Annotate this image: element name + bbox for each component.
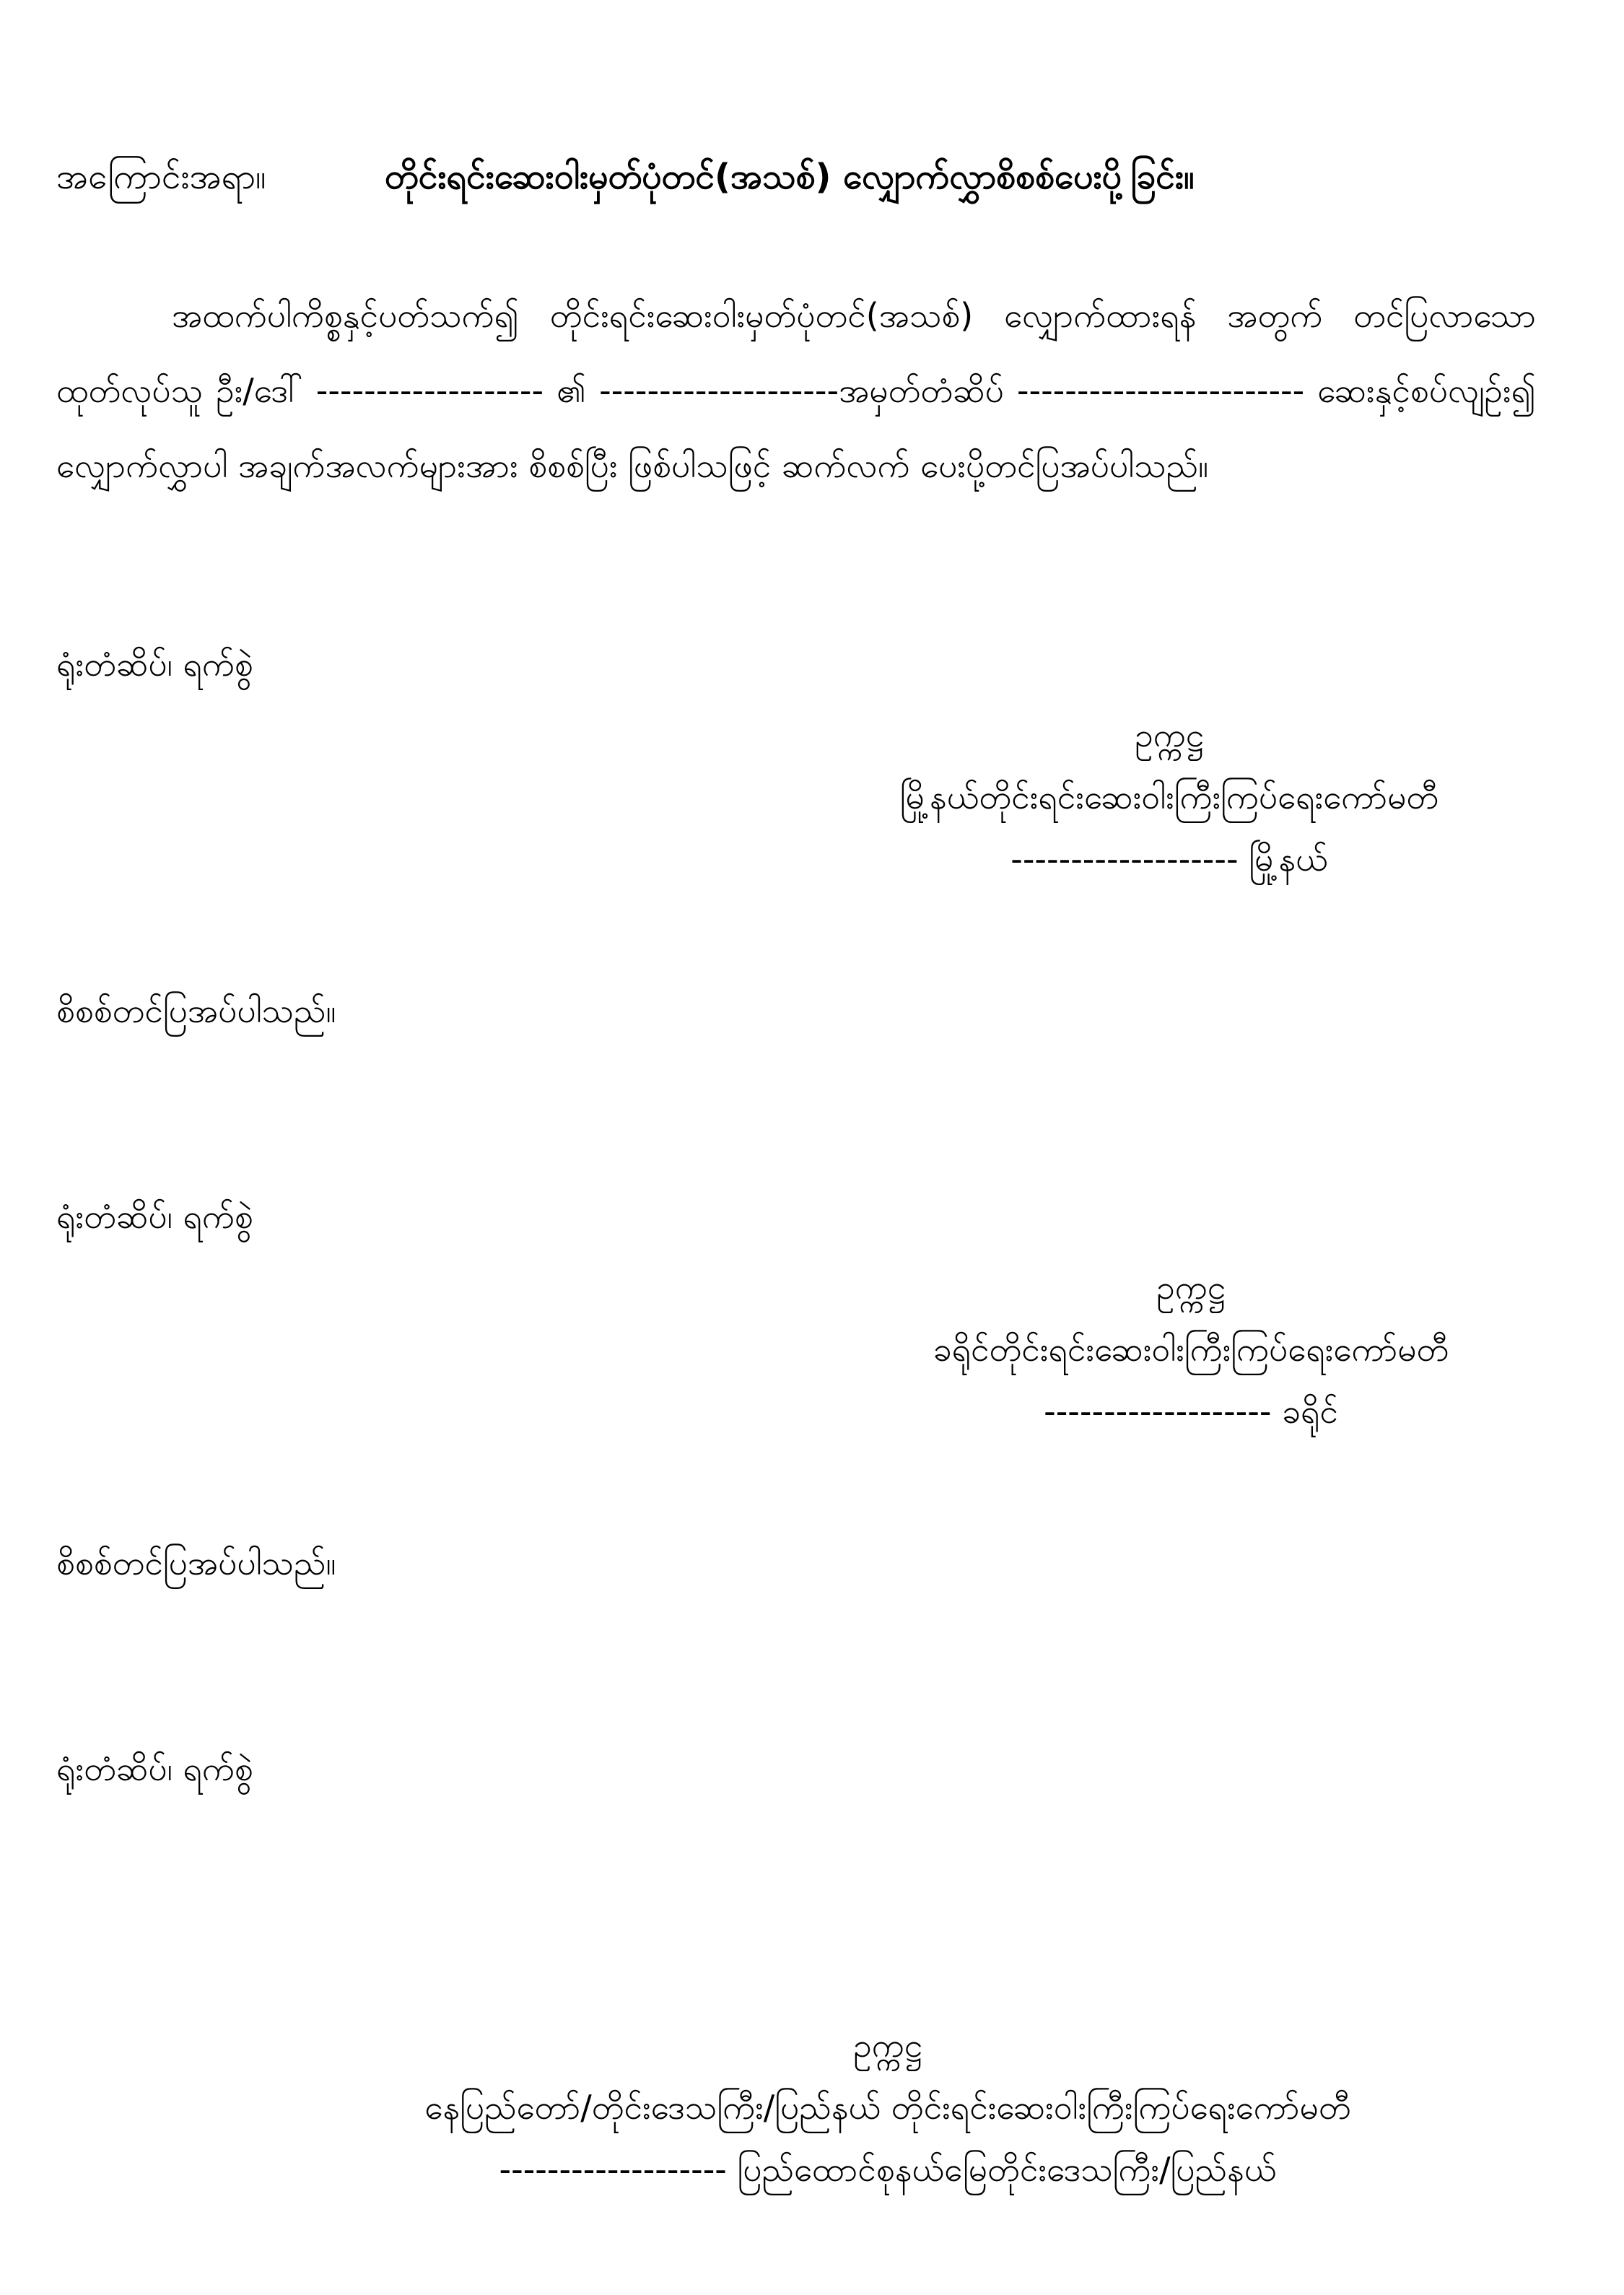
township-signature-block — [808, 704, 1530, 890]
district-committee: ခရိုင်တိုင်းရင်းဆေးဝါးကြီးကြပ်ရေးကော်မတီ — [933, 1330, 1449, 1369]
district-role: ဥက္ကဋ္ဌ — [1156, 1268, 1226, 1307]
office-seal-date-3: ရုံးတံဆိပ်၊ ရက်စွဲ — [56, 1749, 253, 1788]
subject-title: တိုင်းရင်းဆေးဝါးမှတ်ပုံတင်(အသစ်) လျှောက်လွှာစိစစ်ပေးပို့ခြင်း။ — [385, 157, 1195, 197]
township-role: ဥက္ကဋ္ဌ — [1135, 715, 1204, 754]
region-signature-block — [238, 2014, 1537, 2200]
office-seal-date-1: ရုံးတံဆိပ်၊ ရက်စွဲ — [56, 645, 253, 684]
subject-line — [56, 148, 1195, 206]
office-seal-date-2: ရုံးတံဆိပ်၊ ရက်စွဲ — [56, 1197, 253, 1236]
region-place: ------------------- ပြည်ထောင်စုနယ်မြေတိုင်းဒေသကြီး/ပြည်နယ် — [499, 2150, 1277, 2189]
township-committee: မြို့နယ်တိုင်းရင်းဆေးဝါးကြီးကြပ်ရေးကော်မတီ — [899, 778, 1439, 816]
checked-submitted-2: စိစစ်တင်ပြအပ်ပါသည်။ — [56, 1543, 336, 1582]
checked-submitted-1: စိစစ်တင်ပြအပ်ပါသည်။ — [56, 991, 336, 1030]
body-paragraph: အထက်ပါကိစ္စနှင့်ပတ်သက်၍ တိုင်းရင်းဆေးဝါးမှတ်ပုံတင်(အသစ်) လျှောက်ထားရန် အတွက် တင်ပြလာသော ထုတ်လုပ်သူ ဦး/ဒေါ် ------------------- ၏ --------------------အမှတ်တံဆိပ် ------------------------ ဆေးနှင့်စပ်လျဉ်း၍ လျှောက်လွှာပါ အချက်အလက်များအား စိစစ်ပြီး ဖြစ်ပါသဖြင့် ဆက်လက် ပေးပို့တင်ပြအပ်ပါသည်။ — [56, 296, 1536, 485]
region-committee: နေပြည်တော်/တိုင်းဒေသကြီး/ပြည်နယ် တိုင်းရင်းဆေးဝါးကြီးကြပ်ရေးကော်မတီ — [424, 2088, 1351, 2127]
subject-label: အကြောင်းအရာ။ — [56, 157, 266, 197]
township-place: ------------------- မြို့နယ် — [1010, 840, 1328, 879]
district-place: ------------------- ခရိုင် — [1044, 1392, 1338, 1431]
region-role: ဥက္ကဋ္ဌ — [853, 2026, 922, 2065]
district-signature-block — [830, 1256, 1552, 1442]
